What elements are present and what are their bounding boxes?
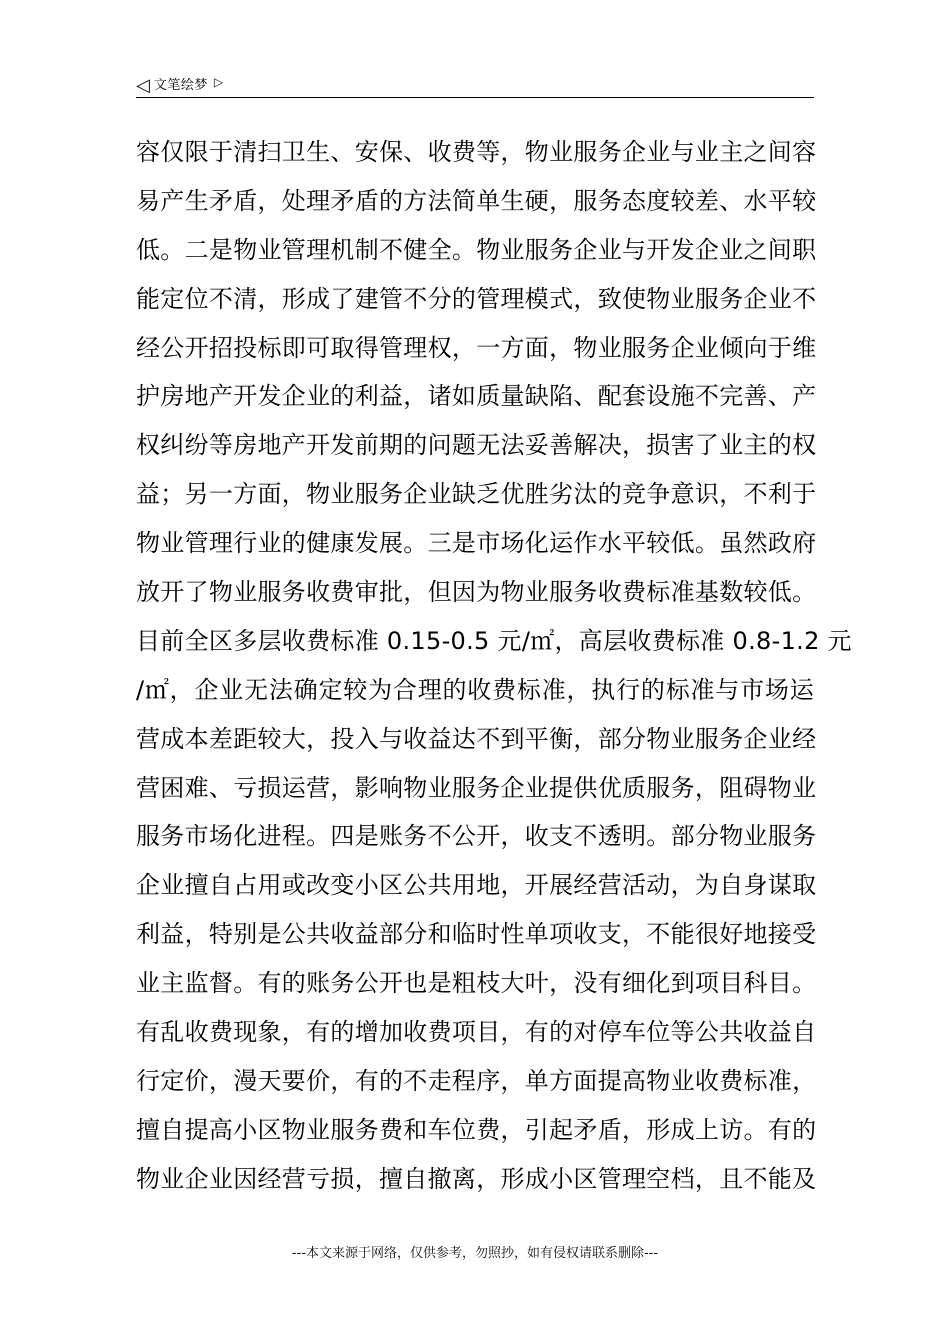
body-line: 服务市场化进程。四是账务不公开，收支不透明。部分物业服务 [136,822,817,851]
body-line: 有乱收费现象，有的增加收费项目，有的对停车位等公共收益自 [136,1018,817,1047]
body-line: 行定价，漫天要价，有的不走程序，单方面提高物业收费标准， [136,1066,817,1095]
body-line: 物业企业因经营亏损，擅自撤离，形成小区管理空档，且不能及 [136,1164,817,1193]
left-triangle-icon: ◁ [136,75,150,96]
body-line: 益；另一方面，物业服务企业缺乏优胜劣汰的竞争意识，不利于 [136,480,817,509]
body-line: 权纠纷等房地产开发前期的问题无法妥善解决，损害了业主的权 [136,431,817,460]
body-line: 营成本差距较大，投入与收益达不到平衡，部分物业服务企业经 [136,724,817,753]
body-line: 放开了物业服务收费审批，但因为物业服务收费标准基数较低。 [136,578,817,607]
page-footer-note: ---本文来源于网络，仅供参考，勿照抄，如有侵权请联系删除--- [291,1246,659,1261]
body-line: 物业管理行业的健康发展。三是市场化运作水平较低。虽然政府 [136,529,817,558]
body-line: /㎡，企业无法确定较为合理的收费标准，执行的标准与市场运 [136,675,814,704]
body-line: 业主监督。有的账务公开也是粗枝大叶，没有细化到项目科目。 [136,969,817,998]
body-line: 经公开招投标即可取得管理权，一方面，物业服务企业倾向于维 [136,333,817,362]
header-divider [136,97,814,98]
body-line: 易产生矛盾，处理矛盾的方法简单生硬，服务态度较差、水平较 [136,186,817,215]
body-line: 营困难、亏损运营，影响物业服务企业提供优质服务，阻碍物业 [136,773,817,802]
body-line: 利益，特别是公共收益部分和临时性单项收支，不能很好地接受 [136,920,817,949]
body-line: 护房地产开发企业的利益，诸如质量缺陷、配套设施不完善、产 [136,382,817,411]
body-line: 容仅限于清扫卫生、安保、收费等，物业服务企业与业主之间容 [136,138,817,166]
document-body [136,128,852,1204]
body-line: 企业擅自占用或改变小区公共用地，开展经营活动，为自身谋取 [136,871,817,900]
page-header [136,74,814,98]
right-triangle-icon: ▷ [213,75,224,89]
body-line: 擅自提高小区物业服务费和车位费，引起矛盾，形成上访。有的 [136,1115,817,1144]
header-brand: 文笔绘梦 [153,78,208,93]
body-line: 低。二是物业管理机制不健全。物业服务企业与开发企业之间职 [136,235,817,264]
body-line: 能定位不清，形成了建管不分的管理模式，致使物业服务企业不 [136,284,817,313]
body-line: 目前全区多层收费标准 0.15-0.5 元/㎡，高层收费标准 0.8-1.2 元 [136,626,852,655]
